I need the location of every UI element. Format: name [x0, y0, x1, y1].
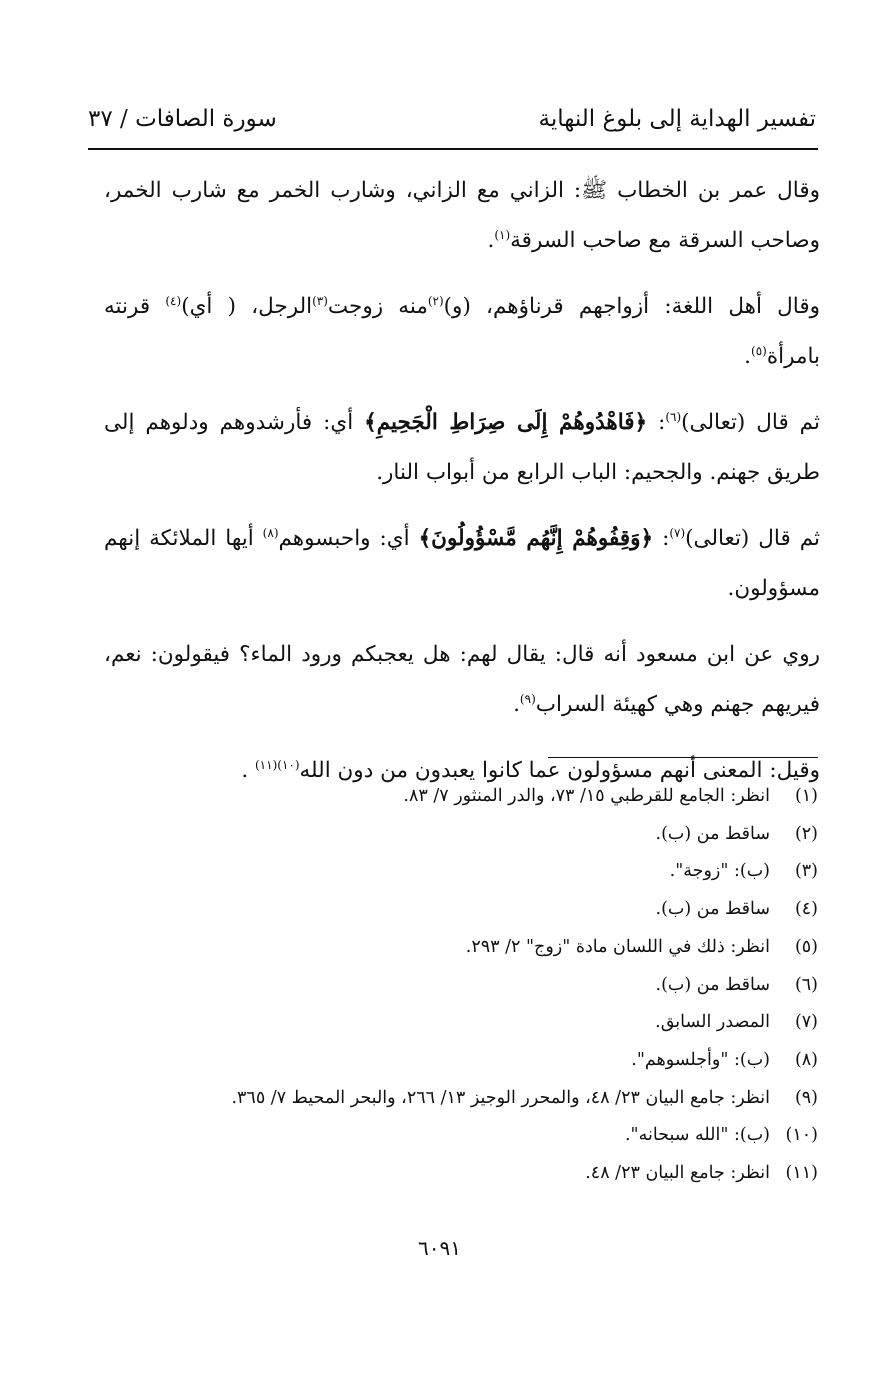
- footnote-ref: (٢): [427, 293, 444, 308]
- footnote: [140, 778, 818, 816]
- footnote-ref: (٩): [519, 691, 536, 706]
- footnote-number: (٧): [794, 1012, 818, 1033]
- footnote-number: (٩): [794, 1087, 818, 1108]
- paragraph-3: ثم قال (تعالى)$^{(٦)}$: ﴿فَاهْدُوهُمْ إِلَى صِرَاطِ الْجَحِيمِ﴾ أي: فأرشدوهم ودلوهم إلى طريق جهنم. والجحيم: الباب الرابع من أبواب النار.: [104, 409, 820, 485]
- footnote: [140, 853, 818, 891]
- footnote-number: (٥): [794, 936, 818, 957]
- footnote-ref: (١٠)(١١): [254, 757, 300, 772]
- footnote-text: انظر: ذلك في اللسان مادة "زوج" ٢/ ٢٩٣.: [465, 936, 770, 957]
- footnote-text: ساقط من (ب).: [655, 823, 770, 844]
- footnote: [140, 1080, 818, 1118]
- paragraph-2: وقال أهل اللغة: أزواجهم قرناؤهم، (و)$^{(٢)}$منه زوجت$^{(٣)}$الرجل، ( أي)$^{(٤)}$ قرنته بامرأة$^{(٥)}$.: [104, 293, 820, 369]
- main-text: [104, 166, 820, 812]
- surah-title: سورة الصافات / ٣٧: [88, 106, 277, 132]
- footnotes: [140, 778, 818, 1193]
- footnote: [140, 816, 818, 854]
- paragraph-1: وقال عمر بن الخطاب ﷺ: الزاني مع الزاني، وشارب الخمر مع شارب الخمر، وصاحب السرقة مع صاحب السرقة$^{(١)}$.: [104, 178, 820, 253]
- paragraph-6: وقيل: المعنى أنهم مسؤولون عما كانوا يعبدون من دون الله$^{(١٠)(١١)}$ .: [241, 757, 820, 783]
- footnote-number: (١١): [785, 1163, 818, 1184]
- footnote-ref: (٥): [751, 343, 767, 358]
- footnote-number: (٨): [794, 1049, 818, 1070]
- quran-verse: ﴿وَقِفُوهُمْ إِنَّهُم مَّسْؤُولُونَ﴾: [418, 526, 654, 551]
- footnote-number: (١): [794, 786, 818, 806]
- footnote-number: (٢): [794, 823, 818, 844]
- footnote-ref: (٤): [165, 293, 182, 308]
- footnote: [140, 1117, 818, 1155]
- footnote: [140, 1004, 818, 1042]
- footnote-ref: (٧): [669, 525, 686, 540]
- book-title: تفسير الهداية إلى بلوغ النهاية: [538, 106, 816, 132]
- footnote-ref: (١): [494, 227, 511, 242]
- footnote-text: المصدر السابق.: [655, 1012, 770, 1033]
- paragraph-4: ثم قال (تعالى)$^{(٧)}$: ﴿وَقِفُوهُمْ إِنَّهُم مَّسْؤُولُونَ﴾ أي: واحبسوهم$^{(٨)}$ أيها الملائكة إنهم مسؤولون.: [104, 525, 820, 601]
- footnote-text: انظر: الجامع للقرطبي ١٥/ ٧٣، والدر المنثور ٧/ ٨٣.: [403, 786, 770, 806]
- footnote-text: ساقط من (ب).: [655, 974, 770, 995]
- footnote-number: (١٠): [785, 1125, 818, 1146]
- paragraph-5: روي عن ابن مسعود أنه قال: يقال لهم: هل يعجبكم ورود الماء؟ فيقولون: نعم، فيريهم جهنم وهي كهيئة السراب$^{(٩)}$.: [104, 642, 820, 717]
- footnote-number: (٤): [794, 899, 818, 920]
- footnote: [140, 891, 818, 929]
- footnote-text: انظر: جامع البيان ٢٣/ ٤٨.: [585, 1163, 770, 1184]
- page-number: ٦٠٩١: [418, 1236, 461, 1260]
- footnote-ref: (٣): [312, 293, 328, 308]
- footnote: [140, 1042, 818, 1080]
- footnote-ref: (٦): [665, 409, 682, 424]
- running-header: [88, 102, 816, 142]
- footnote: [140, 1155, 818, 1193]
- footnote-divider: [548, 757, 818, 758]
- footnote-text: (ب): "وأجلسوهم".: [631, 1049, 770, 1070]
- footnote-number: (٦): [794, 974, 818, 995]
- footnote-text: (ب): "الله سبحانه".: [624, 1125, 770, 1146]
- footnote-text: (ب): "زوجة".: [669, 861, 770, 882]
- footnote-ref: (٨): [262, 525, 279, 540]
- footnote-number: (٣): [794, 861, 818, 882]
- footnote: [140, 967, 818, 1005]
- header-divider: [88, 148, 818, 150]
- footnote-text: انظر: جامع البيان ٢٣/ ٤٨، والمحرر الوجيز ١٣/ ٢٦٦، والبحر المحيط ٧/ ٣٦٥.: [231, 1087, 770, 1108]
- footnote-text: ساقط من (ب).: [655, 899, 770, 920]
- quran-verse: ﴿فَاهْدُوهُمْ إِلَى صِرَاطِ الْجَحِيمِ﴾: [364, 410, 648, 435]
- footnote: [140, 929, 818, 967]
